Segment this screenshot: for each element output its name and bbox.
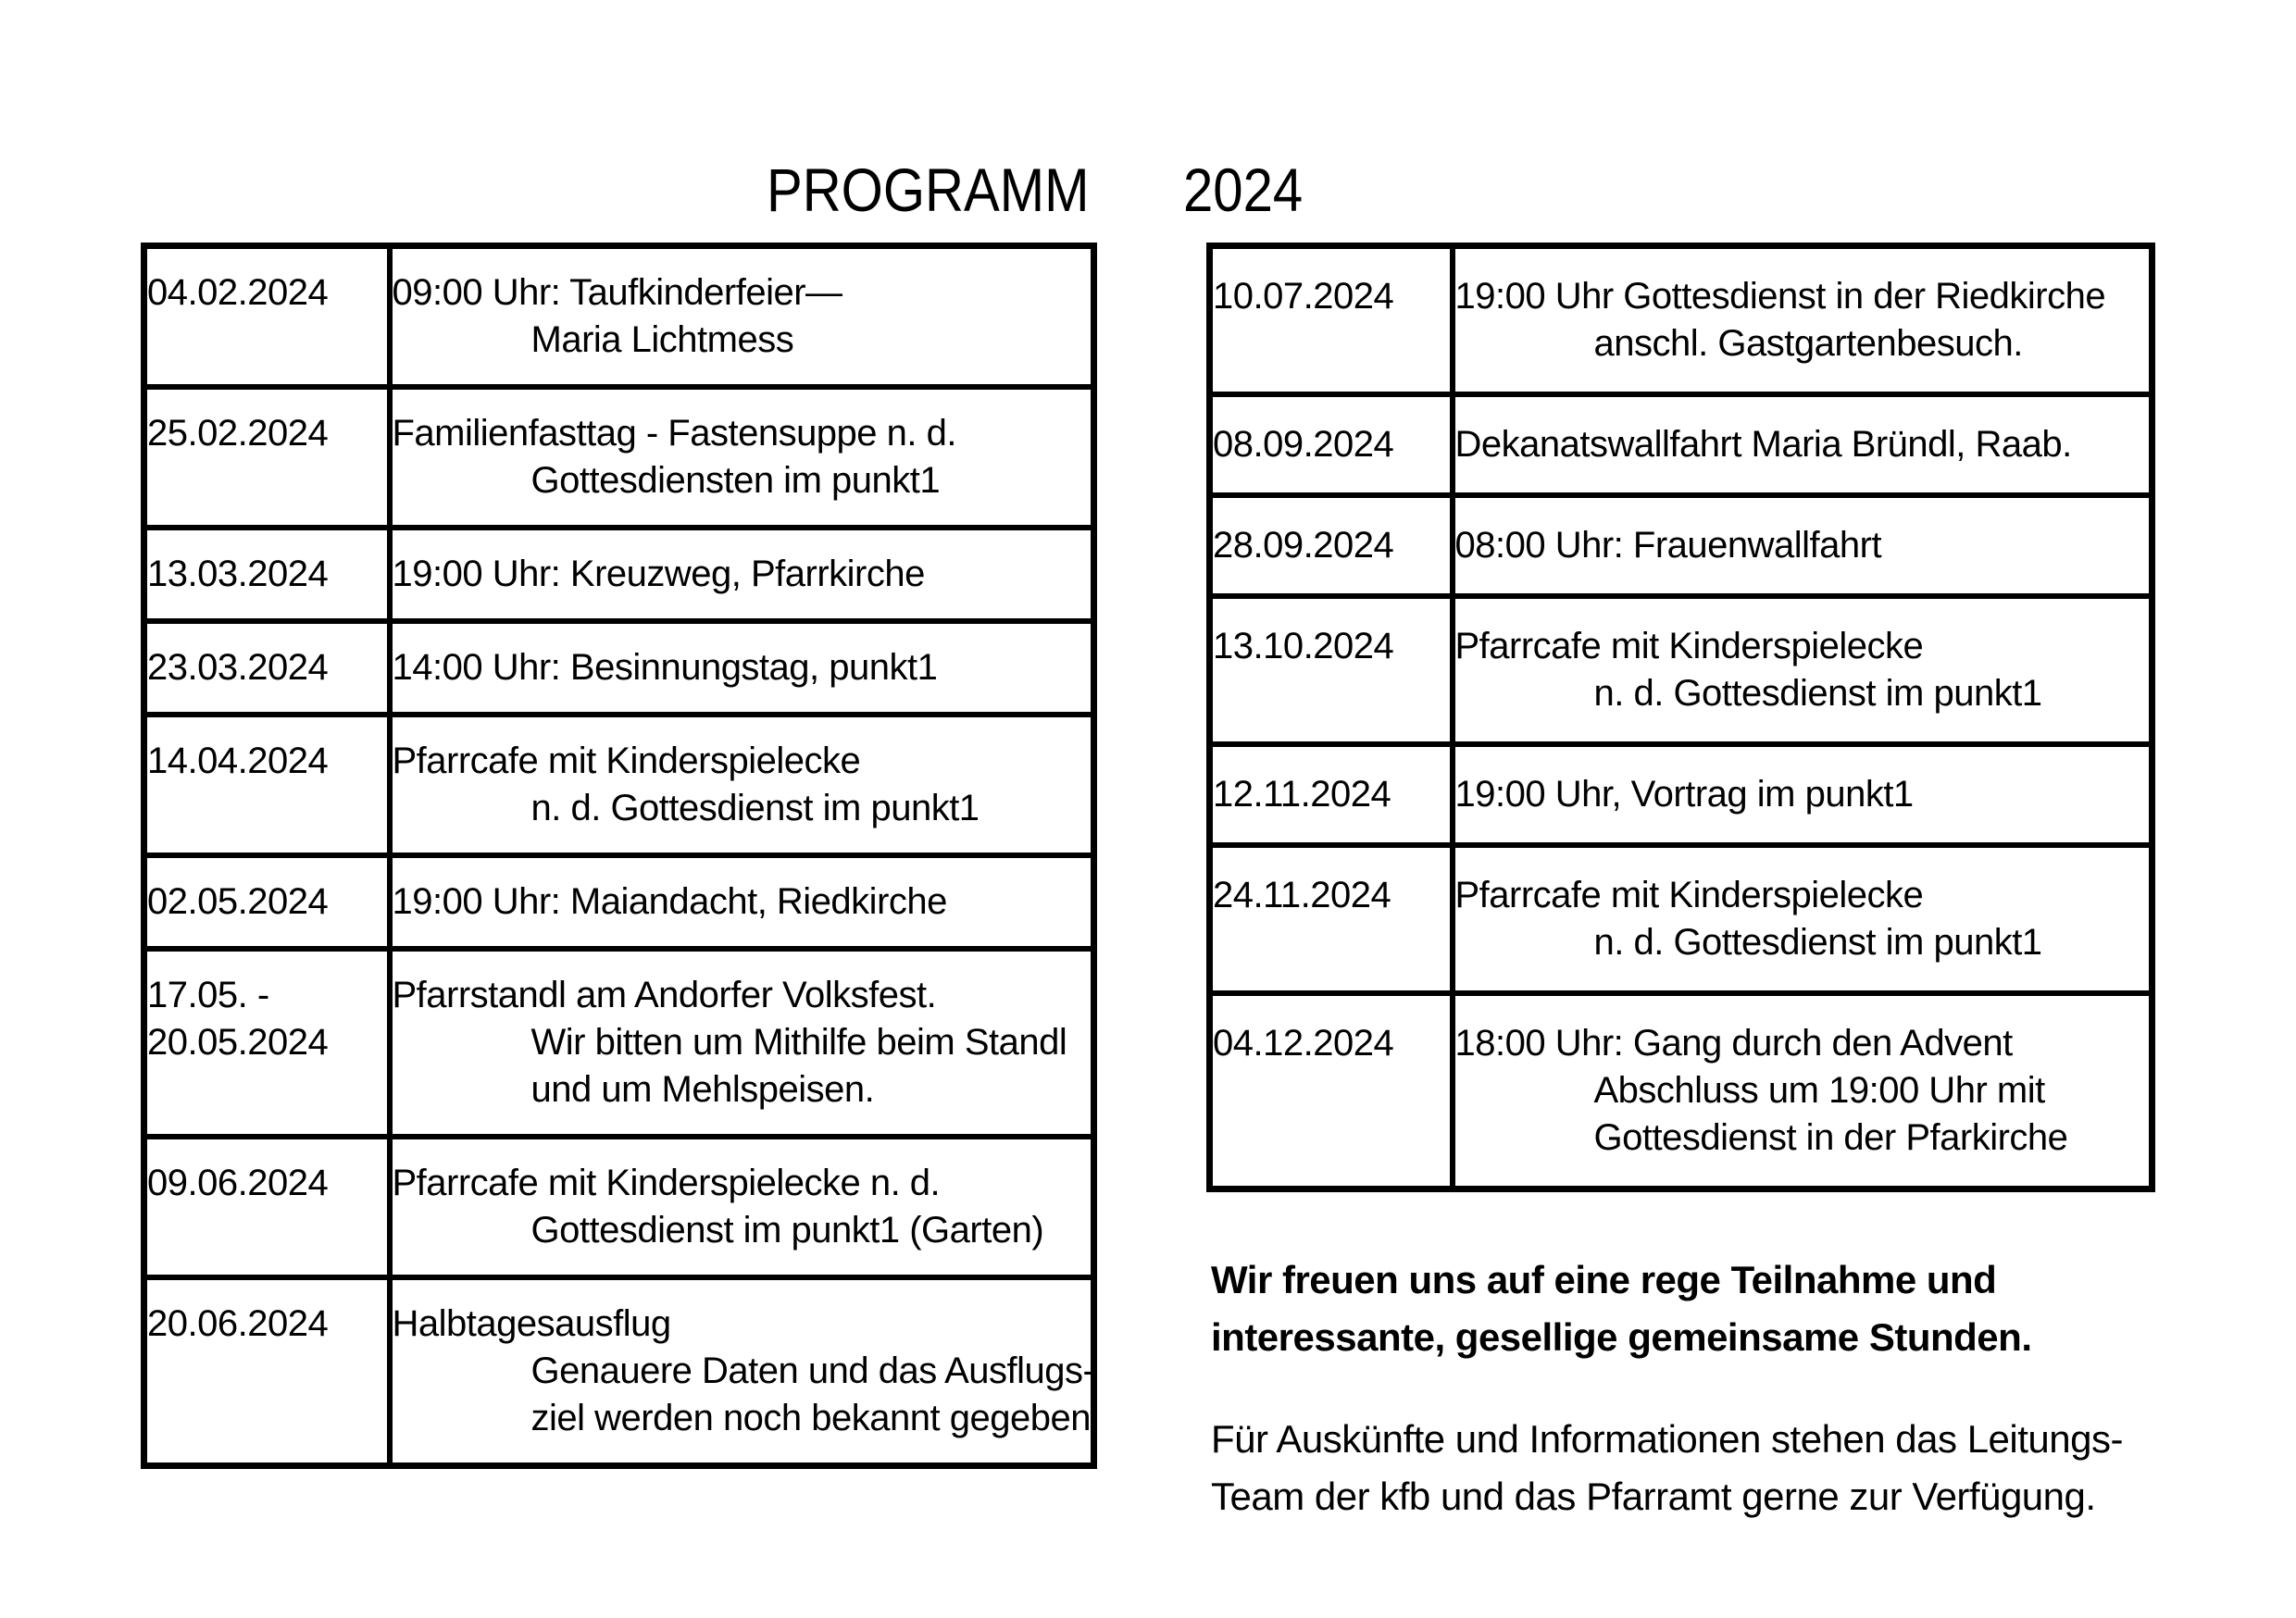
table-row (1210, 394, 2152, 495)
event-cell (1453, 246, 2152, 395)
date-line: 09.06.2024 (147, 1163, 329, 1203)
date-cell (1210, 596, 1453, 744)
event-cell (1453, 845, 2152, 993)
event-cell (390, 855, 1094, 949)
date-cell (1210, 845, 1453, 993)
table-row (144, 528, 1094, 621)
page-title: PROGRAMM (767, 156, 1090, 224)
event-line: 19:00 Uhr, Vortrag im punkt1 (1454, 774, 1914, 815)
table-row (144, 1277, 1094, 1466)
program-table-right (1206, 243, 2155, 1192)
date-line: 04.02.2024 (147, 272, 329, 313)
date-cell (144, 855, 390, 949)
table-row (144, 621, 1094, 715)
event-cell (1453, 596, 2152, 744)
event-cell (1453, 993, 2152, 1189)
program-table-left (141, 243, 1097, 1469)
event-line: und um Mehlspeisen. (530, 1069, 875, 1110)
table-row (1210, 495, 2152, 596)
text-line: Für Auskünfte und Informationen stehen das Leitungs- (1211, 1417, 2123, 1461)
event-cell (390, 715, 1094, 855)
date-line: 20.06.2024 (147, 1303, 329, 1344)
text-line: Team der kfb und das Pfarramt gerne zur Verfügung. (1211, 1475, 2096, 1518)
page-title-year: 2024 (1183, 156, 1304, 224)
event-line: Gottesdiensten im punkt1 (530, 460, 941, 501)
date-cell (144, 949, 390, 1137)
date-cell (144, 246, 390, 388)
event-line: Maria Lichtmess (530, 319, 794, 360)
event-line: n. d. Gottesdienst im punkt1 (1593, 922, 2042, 963)
date-line: 04.12.2024 (1213, 1023, 1394, 1064)
date-cell (1210, 993, 1453, 1189)
date-cell (144, 621, 390, 715)
event-line: Familienfasttag - Fastensuppe n. d. (392, 413, 956, 454)
footer-text (1211, 1251, 2123, 1525)
table-row (1210, 596, 2152, 744)
event-line: Pfarrcafe mit Kinderspielecke (1454, 626, 1924, 666)
table-row (1210, 246, 2152, 395)
date-line: 28.09.2024 (1213, 525, 1394, 566)
table-row (144, 246, 1094, 388)
table-row (144, 387, 1094, 528)
event-line: Dekanatswallfahrt Maria Bründl, Raab. (1454, 424, 2072, 465)
event-cell (1453, 495, 2152, 596)
event-line: 19:00 Uhr Gottesdienst in der Riedkirche (1454, 276, 2106, 317)
event-line: 14:00 Uhr: Besinnungstag, punkt1 (392, 647, 938, 688)
date-line: 02.05.2024 (147, 881, 329, 922)
date-line: 24.11.2024 (1213, 875, 1391, 915)
event-line: Gottesdienst in der Pfarkirche (1593, 1117, 2068, 1158)
date-cell (144, 715, 390, 855)
event-line: 09:00 Uhr: Taufkinderfeier— (392, 272, 842, 313)
table-row (144, 949, 1094, 1137)
date-line: 14.04.2024 (147, 741, 329, 781)
table-row (1210, 845, 2152, 993)
event-line: Pfarrcafe mit Kinderspielecke n. d. (392, 1163, 941, 1203)
date-line: 25.02.2024 (147, 413, 329, 454)
event-cell (390, 1277, 1094, 1466)
event-line: Abschluss um 19:00 Uhr mit (1593, 1070, 2045, 1111)
text-line: Wir freuen uns auf eine rege Teilnahme und (1211, 1258, 1997, 1301)
closing-remark (1211, 1251, 2123, 1366)
event-line: anschl. Gastgartenbesuch. (1593, 323, 2023, 364)
event-line: Halbtagesausflug (392, 1303, 671, 1344)
event-line: Genauere Daten und das Ausflugs- (530, 1350, 1095, 1391)
event-cell (1453, 744, 2152, 845)
event-cell (1453, 394, 2152, 495)
event-line: 18:00 Uhr: Gang durch den Advent (1454, 1023, 2013, 1064)
date-line: 20.05.2024 (147, 1022, 329, 1063)
event-line: 19:00 Uhr: Kreuzweg, Pfarrkirche (392, 554, 925, 594)
info-note (1211, 1411, 2123, 1525)
date-cell (1210, 394, 1453, 495)
date-cell (1210, 246, 1453, 395)
event-cell (390, 387, 1094, 528)
date-cell (144, 528, 390, 621)
date-line: 17.05. - (147, 975, 269, 1015)
text-line: interessante, gesellige gemeinsame Stunden. (1211, 1315, 2032, 1359)
date-cell (144, 1137, 390, 1277)
table-row (144, 855, 1094, 949)
event-cell (390, 246, 1094, 388)
date-cell (1210, 495, 1453, 596)
date-cell (144, 1277, 390, 1466)
date-line: 10.07.2024 (1213, 276, 1394, 317)
event-line: Pfarrstandl am Andorfer Volksfest. (392, 975, 937, 1015)
table-row (1210, 993, 2152, 1189)
date-cell (144, 387, 390, 528)
event-cell (390, 528, 1094, 621)
event-line: Wir bitten um Mithilfe beim Standl (530, 1022, 1067, 1063)
table-row (1210, 744, 2152, 845)
event-line: ziel werden noch bekannt gegeben (530, 1398, 1091, 1438)
event-line: 19:00 Uhr: Maiandacht, Riedkirche (392, 881, 947, 922)
event-line: Pfarrcafe mit Kinderspielecke (392, 741, 861, 781)
event-line: n. d. Gottesdienst im punkt1 (1593, 673, 2042, 714)
event-line: Gottesdienst im punkt1 (Garten) (530, 1210, 1044, 1251)
table-row (144, 1137, 1094, 1277)
date-line: 23.03.2024 (147, 647, 329, 688)
date-line: 08.09.2024 (1213, 424, 1394, 465)
event-cell (390, 621, 1094, 715)
date-line: 12.11.2024 (1213, 774, 1391, 815)
event-line: 08:00 Uhr: Frauenwallfahrt (1454, 525, 1882, 566)
event-cell (390, 949, 1094, 1137)
table-row (144, 715, 1094, 855)
event-line: n. d. Gottesdienst im punkt1 (530, 788, 980, 828)
event-cell (390, 1137, 1094, 1277)
date-line: 13.10.2024 (1213, 626, 1394, 666)
date-line: 13.03.2024 (147, 554, 329, 594)
date-cell (1210, 744, 1453, 845)
event-line: Pfarrcafe mit Kinderspielecke (1454, 875, 1924, 915)
